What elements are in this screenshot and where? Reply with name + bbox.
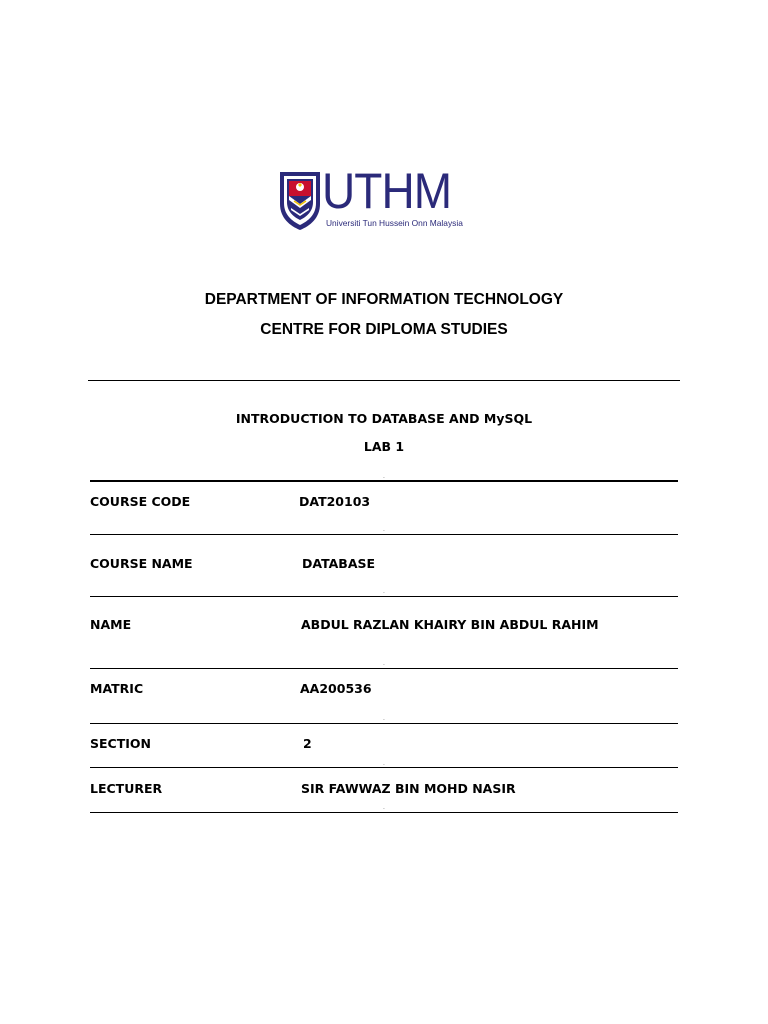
section-value: 2 <box>303 736 312 751</box>
row-divider <box>90 596 678 597</box>
name-value: ABDUL RAZLAN KHAIRY BIN ABDUL RAHIM <box>301 617 599 632</box>
dot-mark: . <box>383 588 385 595</box>
course-code-value: DAT20103 <box>299 494 371 509</box>
centre-title: CENTRE FOR DIPLOMA STUDIES <box>260 321 508 338</box>
table-top-rule <box>90 480 678 482</box>
row-divider <box>90 767 678 768</box>
lab-title: INTRODUCTION TO DATABASE AND MySQL <box>235 411 533 426</box>
dot-mark: . <box>383 526 385 533</box>
logo-subtitle: Universiti Tun Hussein Onn Malaysia <box>326 218 463 228</box>
dot-mark: . <box>383 473 385 480</box>
course-name-label: COURSE NAME <box>90 556 193 571</box>
uthm-logo <box>278 163 468 232</box>
dot-mark: . <box>383 660 385 667</box>
lecturer-label: LECTURER <box>90 781 163 796</box>
name-label: NAME <box>90 617 132 632</box>
dot-mark: . <box>383 760 385 767</box>
dot-mark: . <box>383 804 385 811</box>
row-divider <box>90 668 678 669</box>
table-bottom-rule <box>90 812 678 813</box>
section-label: SECTION <box>90 736 151 751</box>
course-code-label: COURSE CODE <box>90 494 191 509</box>
lab-number: LAB 1 <box>363 439 405 454</box>
dot-mark: . <box>383 715 385 722</box>
uthm-crest-icon <box>278 170 322 232</box>
row-divider <box>90 723 678 724</box>
lecturer-value: SIR FAWWAZ BIN MOHD NASIR <box>301 781 516 796</box>
header-divider <box>88 380 680 381</box>
course-name-value: DATABASE <box>302 556 376 571</box>
logo-wordmark: UTHM <box>322 163 452 219</box>
matric-value: AA200536 <box>300 681 372 696</box>
department-title: DEPARTMENT OF INFORMATION TECHNOLOGY <box>204 291 564 308</box>
matric-label: MATRIC <box>90 681 144 696</box>
row-divider <box>90 534 678 535</box>
